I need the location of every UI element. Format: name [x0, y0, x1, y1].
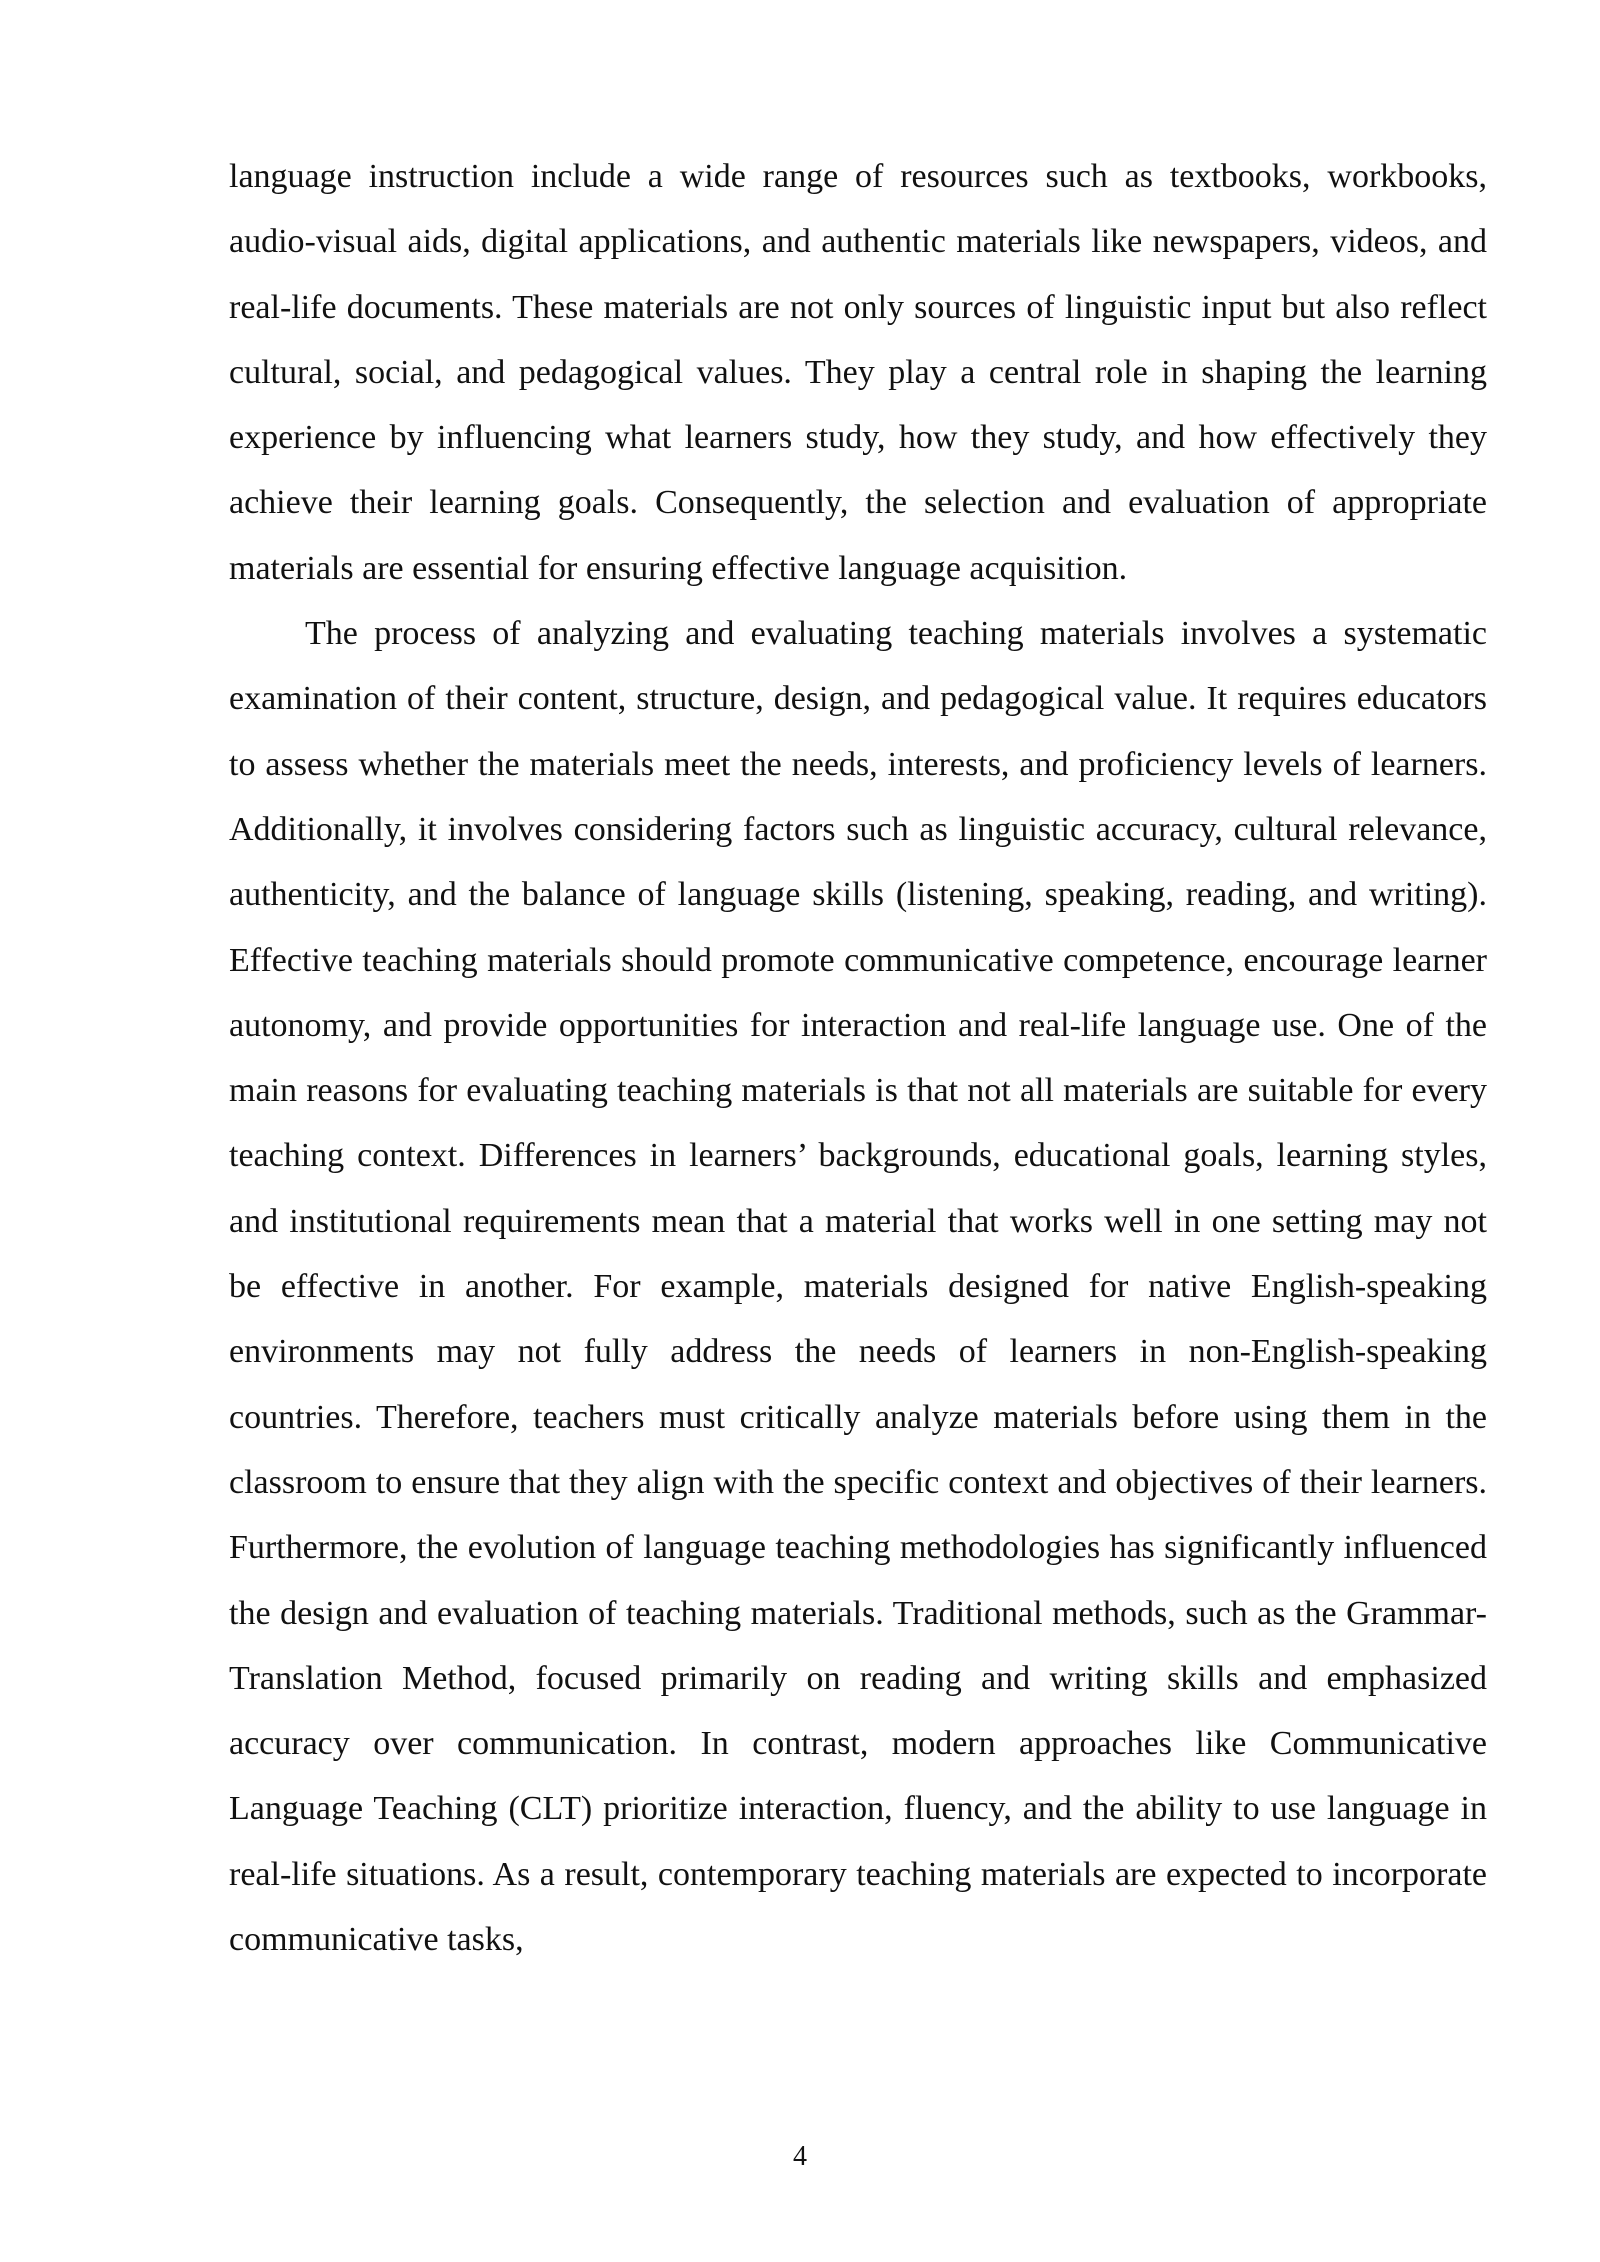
paragraph-evaluation-process: The process of analyzing and evaluating teaching materials involves a systematic examination of their content, structure, design, and pedagogical value. It requires educators to assess whether the materials meet the needs, interests, and proficiency levels of learners. Additionally, it involves considering factors such as linguistic accuracy, cultural relevance, authenticity, and the balance of language skills (listening, speaking, reading, and writing). Effective teaching materials should promote communicative competence, encourage learner autonomy, and provide opportunities for interaction and real-life language use. One of the main reasons for evaluating teaching materials is that not all materials are suitable for every teaching context. Differences in learners’ backgrounds, educational goals, learning styles, and institutional requirements mean that a material that works well in one setting may not be effective in another. For example, materials designed for native English-speaking environments may not fully address the needs of learners in non-English-speaking countries. Therefore, teachers must critically analyze materials before using them in the classroom to ensure that they align with the specific context and objectives of their learners. Furthermore, the evolution of language teaching methodologies has significantly influenced the design and evaluation of teaching materials. Traditional methods, such as the Grammar-Translation Method, focused primarily on reading and writing skills and emphasized accuracy over communication. In contrast, modern approaches like Communicative Language Teaching (CLT) prioritize interaction, fluency, and the ability to use language in real-life situations. As a result, contemporary teaching materials are expected to incorporate communicative tasks, — [229, 615, 1487, 1959]
page-number: 4 — [793, 2141, 807, 2172]
paragraph-continuation: language instruction include a wide range of resources such as textbooks, workbooks, audio-visual aids, digital applications, and authentic materials like newspapers, videos, and real-life documents. These materials are not only sources of linguistic input but also reflect cultural, social, and pedagogical values. They play a central role in shaping the learning experience by influencing what learners study, how they study, and how effectively they achieve their learning goals. Consequently, the selection and evaluation of appropriate materials are essential for ensuring effective language acquisition. — [229, 158, 1487, 587]
body-text — [229, 144, 1487, 1972]
